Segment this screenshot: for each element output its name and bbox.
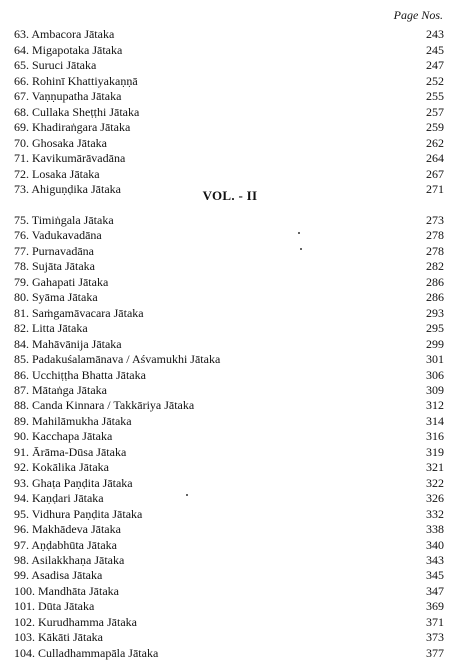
toc-entry-page: 338 <box>426 522 444 537</box>
toc-entry <box>14 476 444 491</box>
toc-entry <box>14 352 444 367</box>
toc-entry-page: 316 <box>426 429 444 444</box>
toc-entry-title: 72. Losaka Jātaka <box>14 166 100 181</box>
toc-entry <box>14 151 444 167</box>
toc-entry <box>14 43 444 59</box>
toc-entry <box>14 89 444 105</box>
toc-entry <box>14 259 444 274</box>
toc-entry-page: 369 <box>426 599 444 614</box>
toc-entry-page: 247 <box>426 58 444 72</box>
toc-entry-title: 101. Dūta Jātaka <box>14 599 95 614</box>
toc-entry-page: 319 <box>426 444 444 459</box>
toc-entry-title: 98. Asilakkhaṇa Jātaka <box>14 552 125 567</box>
toc-entry-title: 70. Ghosaka Jātaka <box>14 135 107 150</box>
toc-entry-title: 95. Vidhura Paṇḍita Jātaka <box>14 506 143 521</box>
toc-entry <box>14 522 444 537</box>
toc-entry-page: 273 <box>426 213 444 227</box>
toc-entry-title: 100. Mandhāta Jātaka <box>14 583 119 598</box>
toc-entry-title: 75. Timiṅgala Jātaka <box>14 213 114 227</box>
toc-entry-page: 309 <box>426 382 444 397</box>
toc-entry-title: 103. Kākāti Jātaka <box>14 630 103 645</box>
toc-entry <box>14 414 444 429</box>
toc-entry-title: 68. Cullaka Sheṭṭhi Jātaka <box>14 104 140 119</box>
toc-entry <box>14 105 444 121</box>
toc-entry-page: 377 <box>426 645 444 660</box>
toc-entry <box>14 599 444 614</box>
toc-entry-page: 340 <box>426 537 444 552</box>
toc-entry-title: 69. Khadiraṅgara Jātaka <box>14 120 131 134</box>
toc-entry <box>14 213 444 228</box>
toc-entry-title: 73. Ahiguṇḍika Jātaka <box>14 182 121 196</box>
toc-entry-page: 264 <box>426 151 444 165</box>
toc-entry-title: 85. Padakuśalamānava / Aśvamukhi Jātaka <box>14 352 221 367</box>
toc-entry <box>14 244 444 259</box>
toc-entry-title: 71. Kavikumārāvadāna <box>14 151 126 165</box>
toc-entry <box>14 228 444 243</box>
toc-entry <box>14 507 444 522</box>
print-speck <box>298 232 300 234</box>
toc-entry <box>14 538 444 553</box>
toc-entry <box>14 630 444 645</box>
toc-entry-title: 102. Kurudhamma Jātaka <box>14 614 137 629</box>
toc-entry <box>14 275 444 290</box>
toc-entry-page: 286 <box>426 290 444 305</box>
toc-entry <box>14 398 444 413</box>
toc-entry-page: 295 <box>426 321 444 336</box>
toc-entry <box>14 553 444 568</box>
toc-entry-page: 278 <box>426 243 444 258</box>
toc-entry-page: 293 <box>426 305 444 320</box>
toc-volume-2 <box>14 213 444 661</box>
toc-entry-title: 77. Purnavadāna <box>14 243 94 258</box>
toc-entry-page: 314 <box>426 413 444 428</box>
toc-volume-1 <box>14 27 444 198</box>
toc-entry-title: 84. Mahāvānija Jātaka <box>14 336 122 351</box>
toc-entry-title: 88. Canda Kinnara / Takkāriya Jātaka <box>14 398 195 413</box>
toc-entry <box>14 368 444 383</box>
toc-entry <box>14 383 444 398</box>
toc-entry-page: 371 <box>426 614 444 629</box>
toc-entry-page: 312 <box>426 398 444 413</box>
toc-entry-page: 326 <box>426 491 444 506</box>
toc-entry-title: 65. Suruci Jātaka <box>14 58 97 72</box>
toc-entry-page: 262 <box>426 135 444 150</box>
toc-entry-title: 90. Kacchapa Jātaka <box>14 429 113 444</box>
toc-entry-page: 257 <box>426 104 444 119</box>
toc-entry-page: 243 <box>426 27 444 41</box>
toc-entry <box>14 460 444 475</box>
toc-entry-page: 301 <box>426 352 444 367</box>
toc-entry-page: 245 <box>426 42 444 57</box>
toc-entry-page: 373 <box>426 630 444 645</box>
toc-entry-page: 255 <box>426 89 444 103</box>
toc-entry-page: 267 <box>426 166 444 181</box>
toc-entry-page: 343 <box>426 552 444 567</box>
toc-entry <box>14 74 444 90</box>
toc-entry-title: 63. Ambacora Jātaka <box>14 27 115 41</box>
toc-entry-title: 87. Mātaṅga Jātaka <box>14 382 107 397</box>
toc-entry-page: 259 <box>426 120 444 134</box>
toc-entry <box>14 167 444 183</box>
page-nos-header: Page Nos. <box>393 8 443 22</box>
toc-entry <box>14 27 444 43</box>
toc-entry-title: 89. Mahilāmukha Jātaka <box>14 413 132 428</box>
toc-entry <box>14 568 444 583</box>
toc-entry-title: 66. Rohinī Khattiyakaṇṇā <box>14 73 138 88</box>
toc-entry-title: 104. Culladhammapāla Jātaka <box>14 645 159 660</box>
toc-entry-title: 67. Vaṇṇupatha Jātaka <box>14 89 122 103</box>
toc-entry-title: 79. Gahapati Jātaka <box>14 274 109 289</box>
toc-entry-page: 299 <box>426 336 444 351</box>
toc-entry-page: 322 <box>426 475 444 490</box>
print-speck <box>186 494 188 496</box>
toc-entry-title: 81. Saṁgamāvacara Jātaka <box>14 305 144 320</box>
toc-entry-title: 82. Litta Jātaka <box>14 321 88 336</box>
toc-entry-page: 278 <box>426 228 444 243</box>
toc-entry-title: 97. Aṇḍabhūta Jātaka <box>14 537 117 552</box>
toc-entry <box>14 321 444 336</box>
toc-entry-title: 93. Ghaṭa Paṇḍita Jātaka <box>14 475 133 490</box>
toc-entry <box>14 491 444 506</box>
toc-entry <box>14 429 444 444</box>
toc-entry-title: 64. Migapotaka Jātaka <box>14 42 123 57</box>
toc-entry-title: 86. Ucchiṭṭha Bhatta Jātaka <box>14 367 146 382</box>
toc-entry-page: 252 <box>426 73 444 88</box>
toc-entry-title: 76. Vadukavadāna <box>14 228 102 243</box>
toc-entry <box>14 290 444 305</box>
toc-entry <box>14 337 444 352</box>
toc-entry-title: 99. Asadisa Jātaka <box>14 568 103 583</box>
toc-entry <box>14 58 444 74</box>
toc-entry <box>14 615 444 630</box>
toc-entry-page: 347 <box>426 583 444 598</box>
toc-entry-title: 92. Kokālika Jātaka <box>14 460 109 475</box>
volume-two-heading: VOL. - II <box>202 188 258 203</box>
toc-entry <box>14 646 444 661</box>
print-speck <box>300 248 302 250</box>
toc-entry-page: 306 <box>426 367 444 382</box>
toc-entry-page: 321 <box>426 460 444 475</box>
toc-entry-page: 271 <box>426 182 444 196</box>
toc-entry-title: 91. Ārāma-Dūsa Jātaka <box>14 444 127 459</box>
toc-entry-page: 282 <box>426 259 444 274</box>
toc-entry-page: 345 <box>426 568 444 583</box>
toc-entry <box>14 445 444 460</box>
toc-entry-title: 96. Makhādeva Jātaka <box>14 522 121 537</box>
toc-entry-page: 332 <box>426 506 444 521</box>
toc-entry <box>14 584 444 599</box>
toc-entry-title: 78. Sujāta Jātaka <box>14 259 95 274</box>
toc-entry-page: 286 <box>426 274 444 289</box>
toc-entry <box>14 136 444 152</box>
toc-entry <box>14 306 444 321</box>
toc-entry <box>14 120 444 136</box>
toc-entry-title: 80. Syāma Jātaka <box>14 290 98 305</box>
toc-entry-title: 94. Kaṇḍari Jātaka <box>14 491 104 506</box>
